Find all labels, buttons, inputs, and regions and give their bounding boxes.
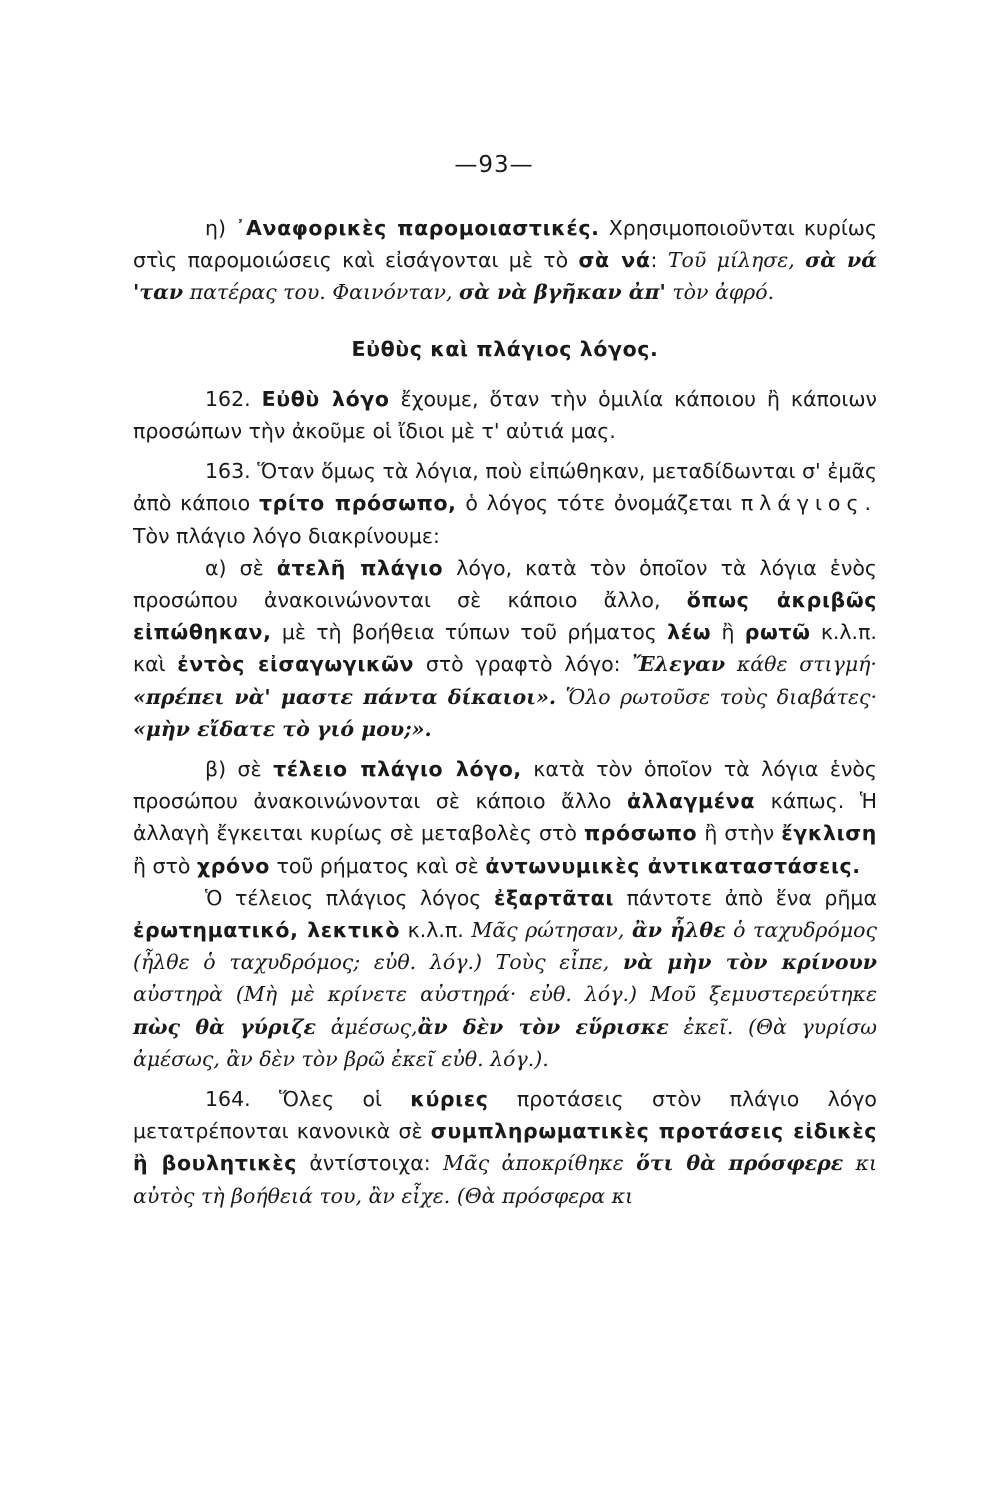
alpha-example-6: «μὴν εἴδατε τὸ γιό μου;».: [133, 716, 432, 741]
paragraph-164-text-3: ἀντίστοιχα:: [309, 1151, 431, 1176]
eta-example-1: Τοῦ μίλησε,: [667, 248, 795, 273]
item-alpha: [133, 552, 877, 745]
alpha-example-5: ρωτοῦσε τοὺς διαβάτες·: [620, 684, 877, 709]
paragraph-163-number: 163.: [205, 459, 251, 484]
alpha-example-1: Ἔλεγαν: [632, 652, 726, 677]
paragraph-164-text-1: Ὅλες οἱ: [279, 1087, 382, 1112]
section-eta: [133, 212, 877, 309]
section-heading-text: Εὐθὺς καὶ πλάγιος λόγος.: [351, 336, 659, 361]
paragraph-162-number: 162.: [205, 386, 251, 411]
alpha-term-1: ἀτελῆ πλάγιο: [276, 555, 444, 580]
eta-example-3: πατέρας του. Φαινόνταν,: [189, 280, 453, 305]
paragraph-163-text-3: Τὸν πλάγιο λόγο διακρίνουμε:: [133, 523, 440, 548]
paragraph-162-text: ἔχουμε, ὅταν τὴν ὁμιλία κάποιου ἢ κάποιων προσώπων τὴν ἀκοῦμε οἱ ἴδιοι μὲ τ' αὐτιά μας.: [133, 386, 877, 444]
beta-term-3: πρόσωπο: [583, 821, 698, 846]
eta-marker: η): [205, 216, 226, 240]
beta-text-2: κάπως. Ἡ ἀλλαγὴ ἔγκειται κυρίως σὲ μεταβολὲς στὸ: [133, 789, 877, 846]
teleios-term-2: ἐρωτηματικό, λεκτικὸ: [133, 918, 401, 943]
teleios-text-1: Ὁ τέλειος πλάγιος λόγος: [205, 885, 482, 910]
paragraph-164-text-2: προτάσεις στὸν πλάγιο λόγο μετατρέπονται κανονικὰ σὲ: [133, 1087, 877, 1144]
alpha-term-4: ρωτῶ: [744, 620, 811, 645]
eta-sa-na: σὰ νά: [578, 248, 651, 273]
beta-text-5: τοῦ ρήματος καὶ σὲ: [276, 853, 479, 878]
eta-example-5: τὸν ἀφρό.: [672, 280, 775, 305]
item-beta: [133, 753, 877, 882]
alpha-text-4: κ.λ.π. καὶ: [133, 620, 877, 677]
teleios-example-9: ἐκεῖ. (Θὰ γυρίσω ἀμέσως, ἂν δὲν τὸν βρῶ ἐκεῖ εὐθ. λόγ.).: [133, 1014, 877, 1071]
paragraph-163-text-2: ὁ λόγος τότε ὀνομάζεται: [465, 491, 733, 516]
teleios-example-3: ὁ ταχυδρόμος (ἦλθε ὁ ταχυδρόμος; εὐθ. λόγ.) Τοὺς εἶπε,: [133, 918, 877, 975]
alpha-example-4: Ὅλο: [565, 684, 611, 709]
paragraph-164-example-2: ὅτι θὰ πρόσφερε: [636, 1151, 844, 1176]
paragraph-163-term: τρίτο πρόσωπο,: [258, 491, 457, 516]
alpha-marker: α) σὲ: [205, 555, 264, 580]
teleios-example-2: ἂν ἦλθε: [631, 918, 726, 943]
paragraph-163-spaced-word: πλάγιος.: [740, 491, 877, 516]
beta-term-2: ἀλλαγμένα: [626, 789, 756, 814]
paragraph-162: [133, 383, 877, 447]
alpha-example-3: «πρέπει νὰ' μαστε πάντα δίκαιοι».: [133, 684, 557, 709]
teleios-example-1: Μᾶς ρώτησαν,: [471, 918, 625, 943]
paragraph-164-example-1: Μᾶς ἀποκρίθηκε: [442, 1151, 624, 1176]
beta-text-3: ἢ στὴν: [704, 821, 775, 846]
alpha-text-2: μὲ τὴ βοήθεια τύπων τοῦ ρήματος: [281, 620, 657, 645]
eta-text: Χρησιμοποιοῦνται κυρίως στὶς παρομοιώσεις καὶ εἰσάγονται μὲ τὸ: [133, 216, 877, 273]
teleios-term-1: ἐξαρτᾶται: [493, 885, 614, 910]
alpha-term-3: λέω: [667, 620, 712, 645]
paragraph-163: [133, 455, 877, 552]
paragraph-teleios: [133, 882, 877, 1075]
paragraph-164-term-1: κύριες: [410, 1087, 489, 1112]
beta-text-1: κατὰ τὸν ὁποῖον τὰ λόγια ἑνὸς προσώπου ἀνακοινώνονται σὲ κάποιο ἄλλο: [133, 757, 877, 814]
alpha-text-3: ἢ: [721, 620, 735, 645]
paragraph-164-term-2: συμπληρωματικὲς προτάσεις εἰδικὲς ἢ βουλητικὲς: [133, 1119, 877, 1176]
beta-text-4: ἢ στὸ: [133, 853, 191, 878]
beta-term-5: χρόνο: [196, 853, 270, 878]
page-number: —93—: [454, 152, 534, 178]
beta-marker: β) σὲ: [205, 757, 262, 782]
teleios-example-7: ἀμέσως,: [330, 1014, 418, 1039]
teleios-example-4: νὰ μὴν τὸν κρίνουν: [623, 950, 877, 975]
paragraph-163-text-1: Ὅταν ὅμως τὰ λόγια, ποὺ εἰπώθηκαν, μεταδίδωνται σ' ἐμᾶς ἀπὸ κάποιο: [133, 459, 877, 516]
section-heading: [133, 333, 877, 365]
eta-title: ᾿Αναφορικὲς παρομοιαστικές.: [235, 216, 600, 240]
alpha-term-2: ὅπως ἀκριβῶς εἰπώθηκαν,: [133, 588, 877, 645]
teleios-text-2: πάντοτε ἀπὸ ἕνα ρῆμα: [626, 885, 877, 910]
beta-term-4: ἔγκλιση: [781, 821, 877, 846]
paragraph-164-example-3: κι αὐτὸς τὴ βοήθειά του, ἂν εἶχε. (Θὰ πρόσφερα κι: [133, 1151, 877, 1208]
teleios-example-6: πὼς θὰ γύριζε: [133, 1014, 316, 1039]
beta-term-6: ἀντωνυμικὲς ἀντικαταστάσεις.: [485, 853, 861, 878]
paragraph-164-number: 164.: [205, 1087, 251, 1112]
teleios-text-3: κ.λ.π.: [407, 918, 464, 943]
page-body: [133, 212, 877, 1212]
alpha-text-5: στὸ γραφτὸ λόγο:: [425, 652, 621, 677]
paragraph-164: [133, 1083, 877, 1212]
alpha-text-1: λόγο, κατὰ τὸν ὁποῖον τὰ λόγια ἑνὸς προσώπου ἀνακοινώνονται σὲ κάποιο ἄλλο,: [133, 555, 877, 613]
alpha-term-5: ἐντὸς εἰσαγωγικῶν: [177, 652, 415, 677]
eta-colon: :: [650, 248, 658, 273]
teleios-example-5: αὐστηρὰ (Μὴ μὲ κρίνετε αὐστηρά· εὐθ. λόγ.) Μοῦ ξεμυστερεύτηκε: [133, 982, 877, 1007]
eta-example-4: σὰ νὰ βγῆκαν ἀπ': [459, 280, 666, 305]
paragraph-162-term: Εὐθὺ λόγο: [261, 386, 390, 411]
alpha-example-2: κάθε στιγμή·: [736, 652, 877, 677]
beta-term-1: τέλειο πλάγιο λόγο,: [273, 757, 522, 782]
teleios-example-8: ἂν δὲν τὸν εὕρισκε: [417, 1014, 669, 1039]
eta-example-2: σὰ νά 'ταν: [133, 248, 877, 305]
